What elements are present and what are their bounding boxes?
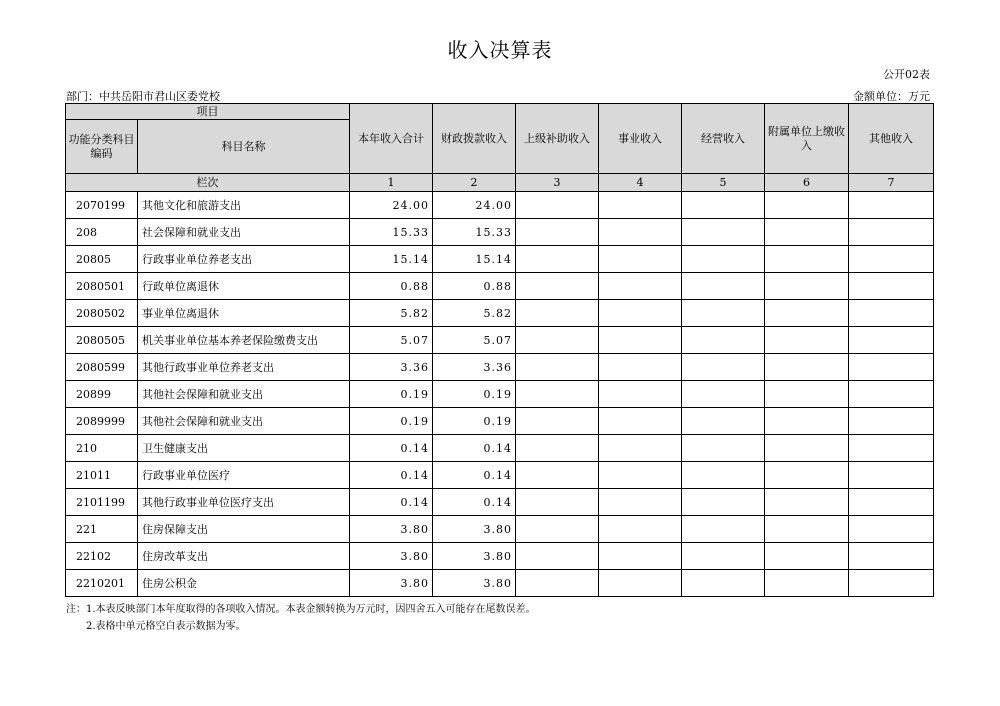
- row-business-income: [599, 408, 682, 435]
- column-number: 2: [433, 174, 516, 192]
- row-operating-income: [682, 489, 765, 516]
- row-superior-subsidy: [516, 273, 599, 300]
- row-affiliated-remittance: [765, 192, 849, 219]
- table-row: [66, 300, 934, 327]
- header-operating-income: 经营收入: [682, 104, 765, 174]
- row-fiscal-appropriation: 3.80: [433, 570, 516, 597]
- row-business-income: [599, 354, 682, 381]
- header-function-code: 功能分类科目编码: [66, 120, 138, 174]
- row-fiscal-appropriation: 5.07: [433, 327, 516, 354]
- row-other-income: [849, 543, 934, 570]
- row-function-code: 2080505: [66, 327, 138, 354]
- row-fiscal-appropriation: 0.14: [433, 489, 516, 516]
- row-business-income: [599, 300, 682, 327]
- row-other-income: [849, 273, 934, 300]
- row-subject-name: 其他行政事业单位养老支出: [138, 354, 350, 381]
- row-total-income: 5.82: [350, 300, 433, 327]
- row-superior-subsidy: [516, 219, 599, 246]
- row-affiliated-remittance: [765, 219, 849, 246]
- row-subject-name: 行政事业单位养老支出: [138, 246, 350, 273]
- row-other-income: [849, 435, 934, 462]
- table-row: [66, 543, 934, 570]
- row-function-code: 21011: [66, 462, 138, 489]
- row-function-code: 20805: [66, 246, 138, 273]
- row-fiscal-appropriation: 0.88: [433, 273, 516, 300]
- row-function-code: 2070199: [66, 192, 138, 219]
- table-row: [66, 381, 934, 408]
- column-number: 7: [849, 174, 934, 192]
- row-function-code: 221: [66, 516, 138, 543]
- row-fiscal-appropriation: 3.36: [433, 354, 516, 381]
- table-row: [66, 570, 934, 597]
- row-business-income: [599, 462, 682, 489]
- row-function-code: 210: [66, 435, 138, 462]
- header-item: 项目: [66, 104, 350, 120]
- row-other-income: [849, 246, 934, 273]
- row-fiscal-appropriation: 0.19: [433, 408, 516, 435]
- row-superior-subsidy: [516, 246, 599, 273]
- form-code: 公开02表: [883, 68, 930, 81]
- table-row: [66, 516, 934, 543]
- row-total-income: 3.80: [350, 570, 433, 597]
- row-affiliated-remittance: [765, 516, 849, 543]
- row-operating-income: [682, 327, 765, 354]
- row-subject-name: 住房保障支出: [138, 516, 350, 543]
- row-function-code: 20899: [66, 381, 138, 408]
- row-fiscal-appropriation: 15.33: [433, 219, 516, 246]
- row-operating-income: [682, 543, 765, 570]
- row-operating-income: [682, 516, 765, 543]
- row-superior-subsidy: [516, 300, 599, 327]
- header-total-income: 本年收入合计: [350, 104, 433, 174]
- row-operating-income: [682, 408, 765, 435]
- amount-unit-label: 金额单位：万元: [853, 90, 930, 103]
- row-affiliated-remittance: [765, 327, 849, 354]
- header-fiscal-appropriation: 财政拨款收入: [433, 104, 516, 174]
- row-subject-name: 其他行政事业单位医疗支出: [138, 489, 350, 516]
- row-business-income: [599, 435, 682, 462]
- row-operating-income: [682, 381, 765, 408]
- row-affiliated-remittance: [765, 462, 849, 489]
- row-affiliated-remittance: [765, 381, 849, 408]
- row-business-income: [599, 489, 682, 516]
- header-column-label: 栏次: [66, 174, 350, 192]
- row-affiliated-remittance: [765, 489, 849, 516]
- row-total-income: 0.19: [350, 408, 433, 435]
- row-business-income: [599, 219, 682, 246]
- row-business-income: [599, 192, 682, 219]
- row-operating-income: [682, 192, 765, 219]
- row-affiliated-remittance: [765, 543, 849, 570]
- table-row: [66, 462, 934, 489]
- row-business-income: [599, 516, 682, 543]
- row-operating-income: [682, 462, 765, 489]
- row-superior-subsidy: [516, 354, 599, 381]
- row-function-code: 208: [66, 219, 138, 246]
- row-subject-name: 其他文化和旅游支出: [138, 192, 350, 219]
- row-superior-subsidy: [516, 192, 599, 219]
- row-fiscal-appropriation: 5.82: [433, 300, 516, 327]
- header-business-income: 事业收入: [599, 104, 682, 174]
- row-subject-name: 住房公积金: [138, 570, 350, 597]
- row-superior-subsidy: [516, 543, 599, 570]
- note-2: 2.表格中单元格空白表示数据为零。: [86, 621, 246, 632]
- row-other-income: [849, 408, 934, 435]
- table-row: [66, 489, 934, 516]
- row-business-income: [599, 273, 682, 300]
- column-number: 3: [516, 174, 599, 192]
- row-function-code: 2101199: [66, 489, 138, 516]
- table-row: [66, 435, 934, 462]
- row-operating-income: [682, 219, 765, 246]
- page-title: 收入决算表: [447, 38, 553, 62]
- column-number: 6: [765, 174, 849, 192]
- row-business-income: [599, 327, 682, 354]
- row-total-income: 3.36: [350, 354, 433, 381]
- row-operating-income: [682, 435, 765, 462]
- row-subject-name: 住房改革支出: [138, 543, 350, 570]
- row-other-income: [849, 354, 934, 381]
- row-function-code: 2089999: [66, 408, 138, 435]
- row-other-income: [849, 381, 934, 408]
- row-function-code: 2080599: [66, 354, 138, 381]
- row-total-income: 0.14: [350, 435, 433, 462]
- row-subject-name: 卫生健康支出: [138, 435, 350, 462]
- note-1: 注：1.本表反映部门本年度取得的各项收入情况。本表金额转换为万元时，因四舍五入可能存在尾数误差。: [66, 604, 536, 615]
- row-superior-subsidy: [516, 408, 599, 435]
- row-superior-subsidy: [516, 516, 599, 543]
- row-operating-income: [682, 354, 765, 381]
- row-total-income: 5.07: [350, 327, 433, 354]
- table-row: [66, 327, 934, 354]
- row-superior-subsidy: [516, 489, 599, 516]
- row-subject-name: 行政单位离退休: [138, 273, 350, 300]
- table-row: [66, 408, 934, 435]
- row-superior-subsidy: [516, 570, 599, 597]
- row-other-income: [849, 192, 934, 219]
- table-row: [66, 246, 934, 273]
- department-label: 部门：中共岳阳市君山区委党校: [66, 90, 220, 103]
- row-subject-name: 事业单位离退休: [138, 300, 350, 327]
- row-total-income: 3.80: [350, 543, 433, 570]
- row-total-income: 3.80: [350, 516, 433, 543]
- row-total-income: 0.14: [350, 489, 433, 516]
- row-business-income: [599, 381, 682, 408]
- row-total-income: 15.14: [350, 246, 433, 273]
- table-notes: [66, 601, 536, 635]
- row-total-income: 0.88: [350, 273, 433, 300]
- row-fiscal-appropriation: 0.14: [433, 435, 516, 462]
- row-function-code: 2080502: [66, 300, 138, 327]
- row-affiliated-remittance: [765, 273, 849, 300]
- row-superior-subsidy: [516, 462, 599, 489]
- header-affiliated-remittance: 附属单位上缴收入: [765, 104, 849, 174]
- row-business-income: [599, 543, 682, 570]
- row-other-income: [849, 516, 934, 543]
- table-row: [66, 219, 934, 246]
- row-superior-subsidy: [516, 381, 599, 408]
- row-operating-income: [682, 570, 765, 597]
- row-total-income: 15.33: [350, 219, 433, 246]
- row-fiscal-appropriation: 15.14: [433, 246, 516, 273]
- header-other-income: 其他收入: [849, 104, 934, 174]
- row-affiliated-remittance: [765, 354, 849, 381]
- column-number: 1: [350, 174, 433, 192]
- row-total-income: 0.19: [350, 381, 433, 408]
- row-affiliated-remittance: [765, 408, 849, 435]
- row-total-income: 0.14: [350, 462, 433, 489]
- row-operating-income: [682, 300, 765, 327]
- header-superior-subsidy: 上级补助收入: [516, 104, 599, 174]
- row-function-code: 2210201: [66, 570, 138, 597]
- row-subject-name: 其他社会保障和就业支出: [138, 408, 350, 435]
- row-affiliated-remittance: [765, 300, 849, 327]
- row-fiscal-appropriation: 0.14: [433, 462, 516, 489]
- row-affiliated-remittance: [765, 246, 849, 273]
- column-number: 5: [682, 174, 765, 192]
- row-function-code: 2080501: [66, 273, 138, 300]
- header-subject-name: 科目名称: [138, 120, 350, 174]
- row-other-income: [849, 570, 934, 597]
- row-business-income: [599, 246, 682, 273]
- row-other-income: [849, 327, 934, 354]
- row-fiscal-appropriation: 3.80: [433, 516, 516, 543]
- table-row: [66, 273, 934, 300]
- row-subject-name: 社会保障和就业支出: [138, 219, 350, 246]
- row-fiscal-appropriation: 0.19: [433, 381, 516, 408]
- income-table: [65, 103, 934, 597]
- row-business-income: [599, 570, 682, 597]
- row-operating-income: [682, 246, 765, 273]
- row-affiliated-remittance: [765, 435, 849, 462]
- row-subject-name: 机关事业单位基本养老保险缴费支出: [138, 327, 350, 354]
- row-superior-subsidy: [516, 435, 599, 462]
- row-total-income: 24.00: [350, 192, 433, 219]
- row-fiscal-appropriation: 3.80: [433, 543, 516, 570]
- row-subject-name: 其他社会保障和就业支出: [138, 381, 350, 408]
- row-other-income: [849, 300, 934, 327]
- row-function-code: 22102: [66, 543, 138, 570]
- row-affiliated-remittance: [765, 570, 849, 597]
- row-superior-subsidy: [516, 327, 599, 354]
- row-other-income: [849, 489, 934, 516]
- row-subject-name: 行政事业单位医疗: [138, 462, 350, 489]
- row-other-income: [849, 219, 934, 246]
- table-row: [66, 354, 934, 381]
- row-operating-income: [682, 273, 765, 300]
- column-number: 4: [599, 174, 682, 192]
- row-other-income: [849, 462, 934, 489]
- table-row: [66, 192, 934, 219]
- row-fiscal-appropriation: 24.00: [433, 192, 516, 219]
